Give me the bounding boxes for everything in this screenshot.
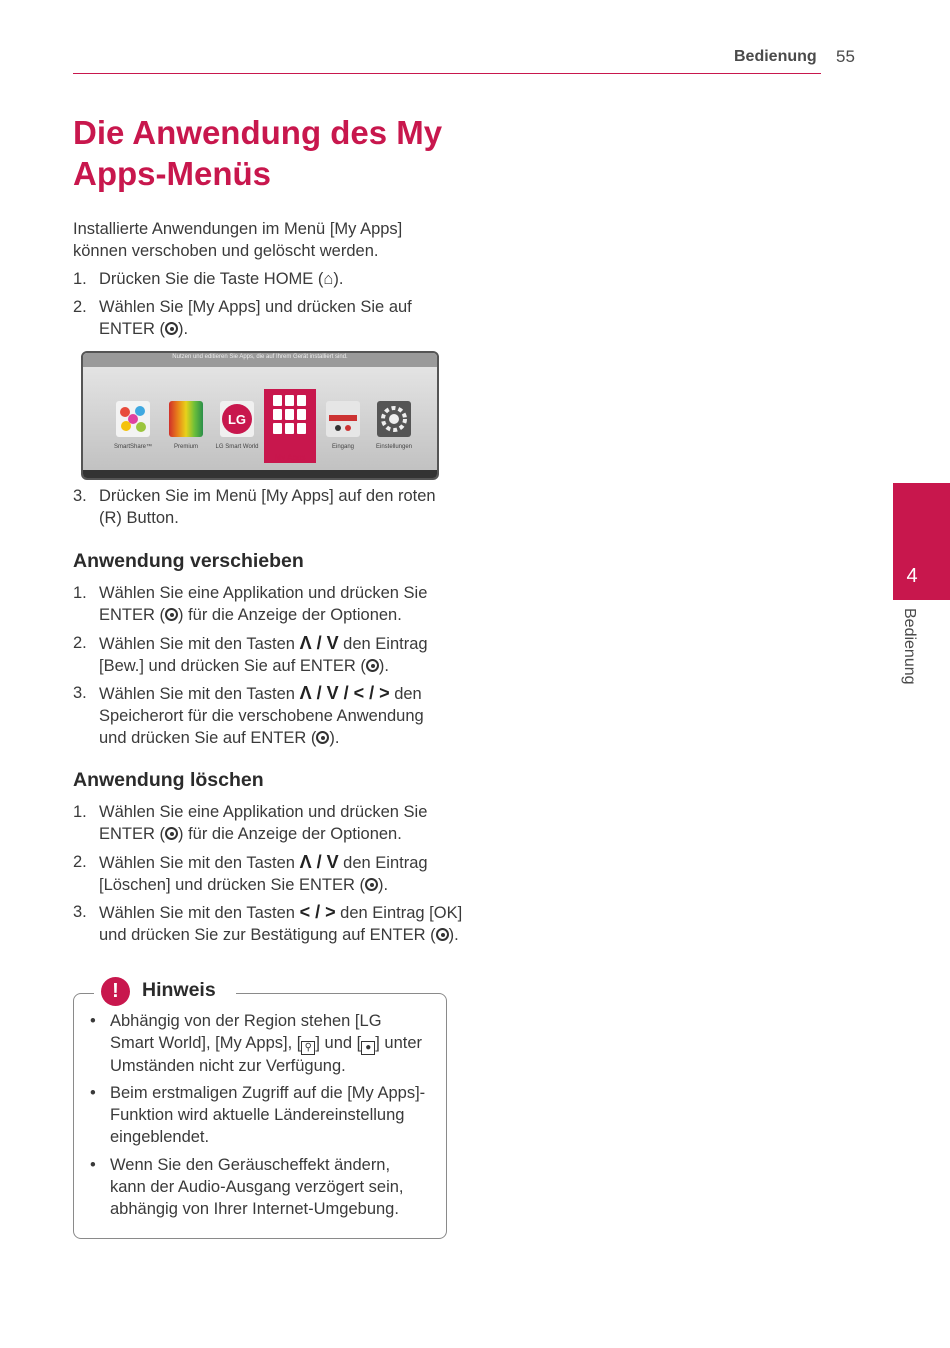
chapter-label: Bedienung [901, 608, 918, 685]
step-text-part: Wählen Sie mit den Tasten [99, 635, 300, 653]
bullet-dot: • [90, 1012, 96, 1030]
smartshare-icon [116, 401, 150, 437]
input-icon [326, 401, 360, 437]
lg-smart-world-icon [220, 401, 254, 437]
app-label-premium: Premium [173, 444, 198, 450]
bullet-dot: • [90, 1156, 96, 1174]
enter-button-icon [366, 659, 379, 672]
step-text [99, 632, 454, 677]
search-icon: ⚲ [301, 1041, 315, 1055]
intro-paragraph: Installierte Anwendungen im Menü [My Apps] können verschoben und gelöscht werden. [73, 220, 403, 260]
screen-caption: Nutzen und editieren Sie Apps, die auf Ihrem Gerät installiert sind. [172, 354, 348, 360]
step-number: 3. [73, 487, 87, 505]
bullet-text: Beim erstmaligen Zugriff auf die [My Apps]-Funktion wird aktuelle Ländereinstellung eingeblendet. [110, 1084, 426, 1146]
step-text-part: Wählen Sie eine Applikation und drücken Sie ENTER ( [99, 803, 428, 843]
step-number: 1. [73, 270, 87, 288]
bullet-text [110, 1010, 430, 1077]
page-number: 55 [836, 47, 855, 66]
step-text-part: den Eintrag [Bew.] und drücken Sie auf ENTER ( [99, 635, 428, 675]
step-number: 3. [73, 903, 87, 921]
screen-bottom-bar [83, 470, 437, 478]
step-text-part: den Eintrag [Löschen] und drücken Sie ENTER ( [99, 854, 428, 894]
arrow-keys-icon: Λ / V [299, 852, 339, 872]
step-number: 1. [73, 803, 87, 821]
arrow-keys-icon: Λ / V / < / > [299, 683, 390, 703]
enter-button-icon [436, 928, 449, 941]
arrow-keys-icon: Λ / V [299, 633, 339, 653]
enter-button-icon [165, 322, 178, 335]
settings-icon [377, 401, 411, 437]
premium-icon [169, 401, 203, 437]
step-text-part: ). [377, 876, 389, 894]
step-number: 1. [73, 584, 87, 602]
app-label-settings: Einstellungen [375, 444, 413, 450]
bullet-text-part: ] und [ [315, 1034, 362, 1052]
section-heading-delete: Anwendung löschen [73, 769, 264, 791]
app-label-smartshare: SmartShare™ [113, 444, 152, 450]
step-text-part: ). [448, 926, 459, 944]
step-text: Drücken Sie im Menü [My Apps] auf den roten (R) Button. [99, 487, 436, 527]
enter-button-icon [165, 827, 178, 840]
step-text-part: den Eintrag [OK] und drücken Sie zur Bestätigung auf ENTER ( [99, 904, 463, 944]
page-title: Die Anwendung des My Apps-Menüs [73, 114, 443, 192]
bullet-text-part: Abhängig von der Region stehen [LG Smart World], [My Apps], [ [110, 1012, 382, 1052]
bullet-dot: • [90, 1084, 96, 1102]
step-text [99, 801, 454, 845]
enter-button-icon [316, 731, 329, 744]
step-text: Drücken Sie die Taste HOME (⌂). [99, 270, 344, 288]
enter-button-icon [365, 878, 378, 891]
step-text [99, 682, 454, 749]
arrow-keys-icon: < / > [299, 902, 336, 922]
home-menu-screenshot [81, 351, 439, 480]
warning-icon: ! [101, 977, 130, 1006]
section-heading-move: Anwendung verschieben [73, 550, 304, 572]
bullet-text-part: ] unter Umständen nicht zur Verfügung. [110, 1034, 422, 1075]
step-number: 3. [73, 684, 87, 702]
app-label-input: Eingang [331, 444, 355, 450]
chapter-number: 4 [906, 565, 918, 587]
screen-top-bar [83, 353, 437, 367]
step-text [99, 901, 464, 946]
step-text-part: den Speicherort für die verschobene Anwendung und drücken Sie auf ENTER ( [99, 685, 424, 747]
step-text-part: Wählen Sie [My Apps] und drücken Sie auf ENTER [99, 298, 412, 338]
step-text-part: Wählen Sie eine Applikation und drücken Sie ENTER ( [99, 584, 428, 624]
enter-button-icon [165, 608, 178, 621]
step-text-part: ) für die Anzeige der Optionen. [178, 606, 402, 624]
app-label-my-apps: My Apps [274, 453, 306, 462]
note-title: Hinweis [142, 979, 216, 1001]
step-number: 2. [73, 298, 87, 316]
step-text [99, 582, 454, 626]
running-header-section: Bedienung [734, 48, 817, 65]
my-apps-icon [271, 393, 309, 437]
bullet-text: Wenn Sie den Geräuscheffekt ändern, kann der Audio-Ausgang verzögert sein, abhängig von Ihrer Internet-Umgebung. [110, 1156, 404, 1218]
step-text-part: ) für die Anzeige der Optionen. [178, 825, 402, 843]
user-icon: ● [361, 1041, 375, 1055]
svg-text:LG: LG [227, 412, 247, 427]
step-text-part: Wählen Sie mit den Tasten [99, 854, 300, 872]
header-rule [73, 73, 821, 74]
step-number: 2. [73, 853, 87, 871]
app-label-lg-smart-world: LG Smart World [215, 444, 259, 450]
step-text-part: Wählen Sie mit den Tasten [99, 904, 300, 922]
step-text-part: ). [378, 657, 389, 675]
step-text [99, 851, 454, 896]
step-text-part: ). [329, 729, 340, 747]
step-text: Wählen Sie [My Apps] und drücken Sie auf ENTER ( ). [99, 298, 412, 338]
step-number: 2. [73, 634, 87, 652]
step-text-part: Wählen Sie mit den Tasten [99, 685, 300, 703]
